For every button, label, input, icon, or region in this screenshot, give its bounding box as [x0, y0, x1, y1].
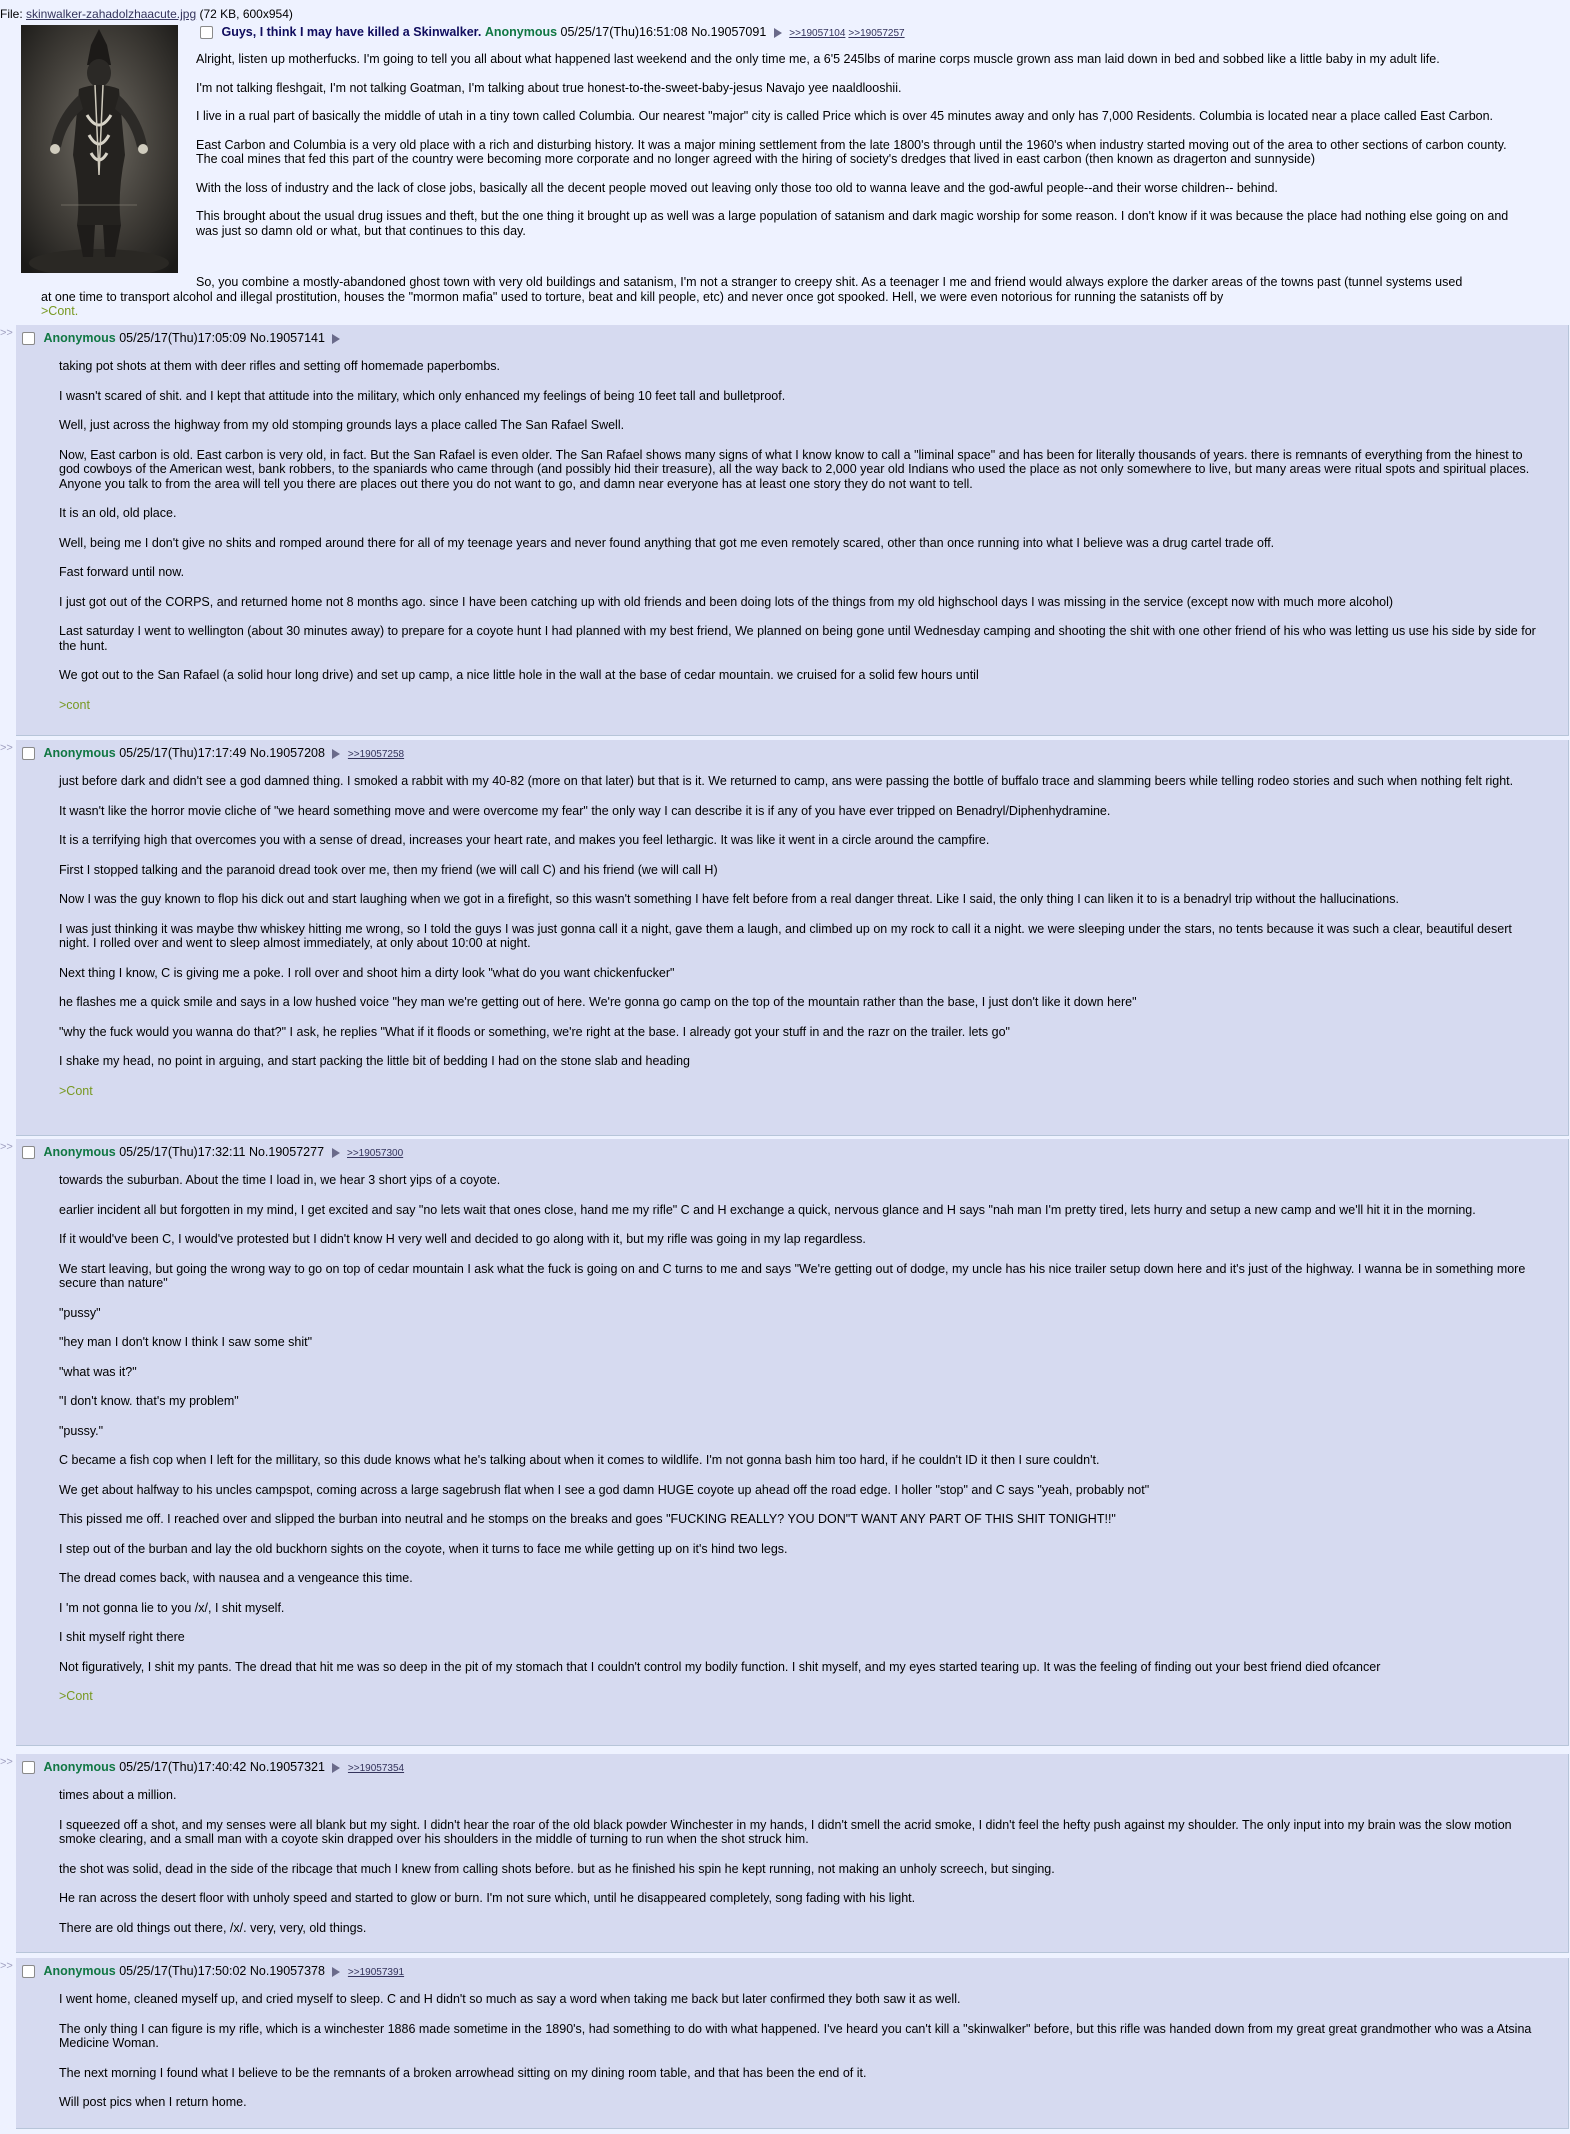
- poster-name: Anonymous: [43, 746, 116, 760]
- reply-paragraph: There are old things out there, /x/. very, very, old things.: [59, 1920, 367, 1935]
- post-menu-arrow-icon[interactable]: [332, 1763, 340, 1773]
- post-menu-arrow-icon[interactable]: [332, 749, 340, 759]
- reply-paragraph: "why the fuck would you wanna do that?" I ask, he replies "What if it floods or something, we're right at the base. I already got your stuff in and the razr on the trailer. lets go": [59, 1024, 1010, 1039]
- reply-paragraph: Last saturday I went to wellington (about 30 minutes away) to prepare for a coyote hunt I had planned with my best friend, We planned on being gone until Wednesday camping and shooting the shit with one other friend of his who was letting us use his side by side for the hunt.: [59, 624, 1536, 653]
- reply-backlink[interactable]: >>19057300: [347, 1148, 404, 1159]
- reply-header: [22, 331, 344, 345]
- reply-paragraph: I was just thinking it was maybe thw whiskey hitting me wrong, so I told the guys I was just gonna call it a night, gave them a laugh, and climbed up on my rock to call it a night. we were sleeping under the stars, no tents because it was such a clear, beautiful desert night. I rolled over and went to sleep almost immediately, at only about 10:00 at night.: [59, 921, 1512, 950]
- reply-paragraph: Fast forward until now.: [59, 565, 185, 579]
- reply-select-checkbox[interactable]: [22, 747, 35, 760]
- poster-name: Anonymous: [43, 1964, 116, 1978]
- reply-post: [16, 1958, 1569, 2129]
- op-subject: Guys, I think I may have killed a Skinwalker.: [221, 25, 482, 39]
- reply-paragraph: We get about halfway to his uncles campspot, coming across a large sagebrush flat when I see a god damn HUGE coyote up ahead off the road edge. I holler "stop" and C says "yeah, probably not": [59, 1482, 1150, 1497]
- side-arrows: >>: [0, 1141, 13, 1153]
- post-number[interactable]: No.19057378: [249, 1964, 325, 1978]
- skinwalker-image: [21, 25, 178, 273]
- reply-paragraph: taking pot shots at them with deer rifles and setting off homemade paperbombs.: [59, 359, 500, 373]
- reply-header: [22, 746, 407, 760]
- reply-paragraph: "what was it?": [59, 1364, 137, 1379]
- side-arrows: >>: [0, 1960, 13, 1972]
- op-header: [200, 25, 908, 39]
- reply-paragraph: Well, just across the highway from my old stomping grounds lays a place called The San Rafael Swell.: [59, 418, 625, 432]
- reply-post: [16, 740, 1569, 1136]
- post-datetime: 05/25/17(Thu)17:17:49: [119, 746, 247, 760]
- reply-paragraph: I just got out of the CORPS, and returned home not 8 months ago. since I have been catching up with old friends and been doing lots of the things from my old highschool days I was missing in the service (except now with much more alcohol): [59, 594, 1394, 609]
- op-datetime: 05/25/17(Thu)16:51:08: [560, 25, 688, 39]
- greentext-cont: >Cont: [59, 1689, 93, 1703]
- op-post: [0, 0, 1538, 322]
- side-arrows: >>: [0, 1756, 13, 1768]
- reply-paragraph: I step out of the burban and lay the old buckhorn sights on the coyote, when it turns to face me while getting up on it's hind two legs.: [59, 1541, 788, 1556]
- post-number[interactable]: No.19057277: [248, 1145, 325, 1159]
- file-info: [0, 7, 293, 21]
- reply-paragraph: "pussy": [59, 1305, 101, 1320]
- op-paragraph: Alright, listen up motherfucks. I'm going to tell you all about what happened last weekend and the only time me, a 6'5 245lbs of marine corps muscle grown ass man laid down in bed and sobbed like a little baby in my adult life.: [196, 52, 1440, 66]
- file-label: File:: [0, 7, 23, 21]
- reply-paragraph: "pussy.": [59, 1423, 104, 1438]
- reply-paragraph: The dread comes back, with nausea and a vengeance this time.: [59, 1571, 413, 1585]
- reply-paragraph: Will post pics when I return home.: [59, 2095, 247, 2109]
- reply-select-checkbox[interactable]: [22, 1761, 35, 1774]
- poster-name: Anonymous: [43, 1760, 116, 1774]
- file-meta: (72 KB, 600x954): [199, 7, 293, 21]
- reply-message: [59, 1788, 1539, 1950]
- reply-paragraph: We start leaving, but going the wrong way to go on top of cedar mountain I ask what the fuck is going on and C turns to me and says "We're getting out of dodge, my uncle has his nice trailer setup down here and it's just of the highway. I wanna be in something more secure than nature": [59, 1261, 1526, 1290]
- reply-paragraph: It is an old, old place.: [59, 506, 177, 520]
- reply-paragraph: If it would've been C, I would've protested but I didn't know H very well and decided to go along with it, but my rifle was going in my lap regardless.: [59, 1232, 866, 1246]
- post-menu-arrow-icon[interactable]: [774, 28, 782, 38]
- reply-paragraph: This pissed me off. I reached over and slipped the burban into neutral and he stomps on the breaks and goes "FUCKING REALLY? YOU DON"T WANT ANY PART OF THIS SHIT TONIGHT!!": [59, 1512, 1116, 1526]
- post-number[interactable]: No.19057141: [249, 331, 325, 345]
- reply-paragraph: Next thing I know, C is giving me a poke. I roll over and shoot him a dirty look "what do you want chickenfucker": [59, 965, 675, 980]
- op-paragraph: I live in a rual part of basically the middle of utah in a tiny town called Columbia. Our nearest "major" city is called Price which is over 45 minutes away and only has 7,000 Residents. Columbia is located near a place called East Carbon.: [196, 109, 1494, 123]
- file-link[interactable]: skinwalker-zahadolzhaacute.jpg: [26, 7, 197, 21]
- reply-paragraph: I 'm not gonna lie to you /x/, I shit myself.: [59, 1600, 285, 1615]
- reply-post: [16, 1754, 1569, 1953]
- op-paragraph: With the loss of industry and the lack of close jobs, basically all the decent people moved out leaving only those too old to wanna leave and the god-awful people--and their worse children-- behind.: [196, 180, 1278, 195]
- reply-paragraph: just before dark and didn't see a god damned thing. I smoked a rabbit with my 40-82 (more on that later) but that is it. We returned to camp, ans were passing the bottle of buffalo trace and slamming beers while telling rodeo stories and such when nothing felt right.: [59, 774, 1514, 788]
- side-arrows: >>: [0, 327, 13, 339]
- greentext-cont: >Cont: [59, 1083, 93, 1098]
- op-reply-link[interactable]: >>19057104: [789, 28, 846, 39]
- reply-message: [59, 1173, 1539, 1719]
- reply-select-checkbox[interactable]: [22, 1965, 35, 1978]
- reply-backlink[interactable]: >>19057391: [347, 1967, 405, 1978]
- op-poster-name: Anonymous: [484, 25, 558, 39]
- reply-paragraph: Not figuratively, I shit my pants. The dread that hit me was so deep in the pit of my stomach that I couldn't control my bodily function. I shit myself, and my eyes started tearing up. It was the feeling of finding out your best friend died ofcancer: [59, 1659, 1381, 1674]
- post-menu-arrow-icon[interactable]: [332, 334, 340, 344]
- reply-paragraph: He ran across the desert floor with unholy speed and started to glow or burn. I'm not sure which, until he disappeared completely, song fading with his light.: [59, 1891, 916, 1905]
- reply-backlink[interactable]: >>19057258: [347, 749, 405, 760]
- reply-post: [16, 1139, 1569, 1746]
- reply-paragraph: I squeezed off a shot, and my senses were all blank but my sight. I didn't hear the roar of the old black powder Winchester in my hands, I didn't smell the acrid smoke, I didn't feel the hefty push against my shoulder. The only input into my brain was the slow motion smoke clearing, and a small man with a coyote skin drapped over his shoulders in the middle of turning to run when the shot struck him.: [59, 1817, 1512, 1846]
- op-post-number[interactable]: No.19057091: [691, 25, 767, 39]
- reply-message: [59, 1992, 1539, 2125]
- greentext-cont: >Cont.: [41, 304, 79, 318]
- post-datetime: 05/25/17(Thu)17:40:42: [119, 1760, 247, 1774]
- poster-name: Anonymous: [43, 1145, 116, 1159]
- reply-paragraph: towards the suburban. About the time I load in, we hear 3 short yips of a coyote.: [59, 1173, 501, 1187]
- reply-paragraph: I shit myself right there: [59, 1630, 185, 1644]
- reply-paragraph: times about a million.: [59, 1788, 177, 1802]
- reply-paragraph: Now, East carbon is old. East carbon is very old, in fact. But the San Rafael is even older. The San Rafael shows many signs of what I know know to call a "liminal space" and has been for literally thousands of years. there is remnants of everything from the hinest to god cowboys of the American west, bank robbers, to the spaniards who came through (and possibly hid their treasure), all the way back to 2,000 year old Indians who used the place as not only somewhere to live, but many areas were ritual spots and spiritual places. Anyone you talk to from the area will tell you there are places out there you do not want to go, and damn near everyone has at least one story they do not want to tell.: [59, 447, 1530, 491]
- post-menu-arrow-icon[interactable]: [332, 1967, 340, 1977]
- reply-paragraph: The next morning I found what I believe to be the remnants of a broken arrowhead sitting on my dining room table, and that has been the end of it.: [59, 2065, 867, 2080]
- reply-paragraph: I shake my head, no point in arguing, and start packing the little bit of bedding I had on the stone slab and heading: [59, 1054, 690, 1068]
- reply-select-checkbox[interactable]: [22, 332, 35, 345]
- reply-header: [22, 1964, 407, 1978]
- op-paragraph: This brought about the usual drug issues and theft, but the one thing it brought up as well was a large population of satanism and dark magic worship for some reason. I don't know if it was because the place had nothing else going on and was just so damn old or what, but that continues to this day.: [196, 209, 1509, 238]
- reply-message: [59, 359, 1539, 727]
- op-reply-link[interactable]: >>19057257: [848, 28, 905, 39]
- reply-paragraph: "hey man I don't know I think I saw some shit": [59, 1335, 313, 1349]
- op-select-checkbox[interactable]: [200, 26, 213, 39]
- reply-paragraph: We got out to the San Rafael (a solid hour long drive) and set up camp, a nice little hole in the wall at the base of cedar mountain. we cruised for a solid few hours until: [59, 668, 979, 682]
- post-datetime: 05/25/17(Thu)17:32:11: [119, 1145, 246, 1159]
- reply-paragraph: I wasn't scared of shit. and I kept that attitude into the military, which only enhanced my feelings of being 10 feet tall and bulletproof.: [59, 388, 786, 403]
- op-paragraph: at one time to transport alcohol and illegal prostitution, houses the "mormon mafia" used to torture, beat and kill people, etc) and never once got spooked. Hell, we were even notorious for running the satanists off by: [41, 289, 1224, 304]
- post-number[interactable]: No.19057321: [249, 1760, 325, 1774]
- reply-paragraph: Now I was the guy known to flop his dick out and start laughing when we got in a firefight, so this wasn't something I have felt before from a real danger threat. Like I said, the only thing I can liken it to is a benadryl trip without the hallucinations.: [59, 892, 1399, 906]
- reply-paragraph: earlier incident all but forgotten in my mind, I get excited and say "no lets wait that ones close, hand me my rifle" C and H exchange a quick, nervous glance and H says "nah man I'm pretty tired, lets hurry and setup a new camp and we'll hit it in the morning.: [59, 1202, 1476, 1217]
- reply-paragraph: Well, being me I don't give no shits and romped around there for all of my teenage years and never found anything that got me even remotely scared, other than once running into what I believe was a drug cartel trade off.: [59, 535, 1275, 550]
- reply-paragraph: the shot was solid, dead in the side of the ribcage that much I knew from calling shots before. but as he finished his spin he kept running, not making an unholy screech, but singing.: [59, 1861, 1055, 1876]
- reply-header: [22, 1145, 406, 1159]
- op-paragraph: I'm not talking fleshgait, I'm not talking Goatman, I'm talking about true honest-to-the-sweet-baby-jesus Navajo yee naaldlooshii.: [196, 80, 902, 95]
- reply-select-checkbox[interactable]: [22, 1146, 35, 1159]
- reply-paragraph: C became a fish cop when I left for the millitary, so this dude knows what he's talking about when it comes to wildlife. I'm not gonna bash him too hard, if he couldn't ID it then I sure couldn't.: [59, 1453, 1100, 1467]
- reply-post: [16, 325, 1569, 736]
- reply-paragraph: It is a terrifying high that overcomes you with a sense of dread, increases your heart rate, and makes you feel lethargic. It was like it went in a circle around the campfire.: [59, 833, 990, 847]
- op-message: [196, 52, 1526, 252]
- reply-paragraph: The only thing I can figure is my rifle, which is a winchester 1886 made sometime in the 1890's, had something to do with what happened. I've heard you can't kill a "skinwalker" before, but this rifle was handed down from my great great grandmother who was a Atsina Medicine Woman.: [59, 2021, 1532, 2050]
- reply-paragraph: First I stopped talking and the paranoid dread took over me, then my friend (we will call C) and his friend (we will call H): [59, 862, 718, 877]
- reply-header: [22, 1760, 407, 1774]
- side-arrows: >>: [0, 742, 13, 754]
- post-number[interactable]: No.19057208: [249, 746, 325, 760]
- poster-name: Anonymous: [43, 331, 116, 345]
- reply-paragraph: It wasn't like the horror movie cliche of "we heard something move and were overcome my fear" the only way I can describe it is if any of you have ever tripped on Benadryl/Diphenhydramine.: [59, 803, 1111, 818]
- op-paragraph: So, you combine a mostly-abandoned ghost town with very old buildings and satanism, I'm not a stranger to creepy shit. As a teenager I me and friend would always explore the darker areas of the towns past (tunnel systems used: [196, 275, 1463, 289]
- reply-paragraph: he flashes me a quick smile and says in a low hushed voice "hey man we're getting out of here. We're gonna go camp on the top of the mountain rather than the base, I just don't like it down here": [59, 995, 1137, 1009]
- post-datetime: 05/25/17(Thu)17:50:02: [119, 1964, 247, 1978]
- op-message-tail: [41, 275, 1531, 319]
- op-thumbnail[interactable]: [21, 25, 178, 273]
- op-paragraph: East Carbon and Columbia is a very old place with a rich and disturbing history. It was a major mining settlement from the late 1800's through until the 1960's when industry started moving out of the area to other sections of carbon county. The coal mines that fed this part of the country were becoming more corporate and no longer agreed with the hiring of society's dredges that lived in east carbon (then known as dragerton and sunnyside): [196, 137, 1507, 166]
- post-menu-arrow-icon[interactable]: [332, 1148, 340, 1158]
- post-datetime: 05/25/17(Thu)17:05:09: [119, 331, 247, 345]
- reply-paragraph: I went home, cleaned myself up, and cried myself to sleep. C and H didn't so much as say a word when taking me back but later confirmed they both saw it as well.: [59, 1992, 961, 2006]
- reply-message: [59, 774, 1539, 1113]
- reply-backlink[interactable]: >>19057354: [347, 1763, 405, 1774]
- reply-paragraph: "I don't know. that's my problem": [59, 1394, 239, 1408]
- greentext-cont: >cont: [59, 697, 90, 712]
